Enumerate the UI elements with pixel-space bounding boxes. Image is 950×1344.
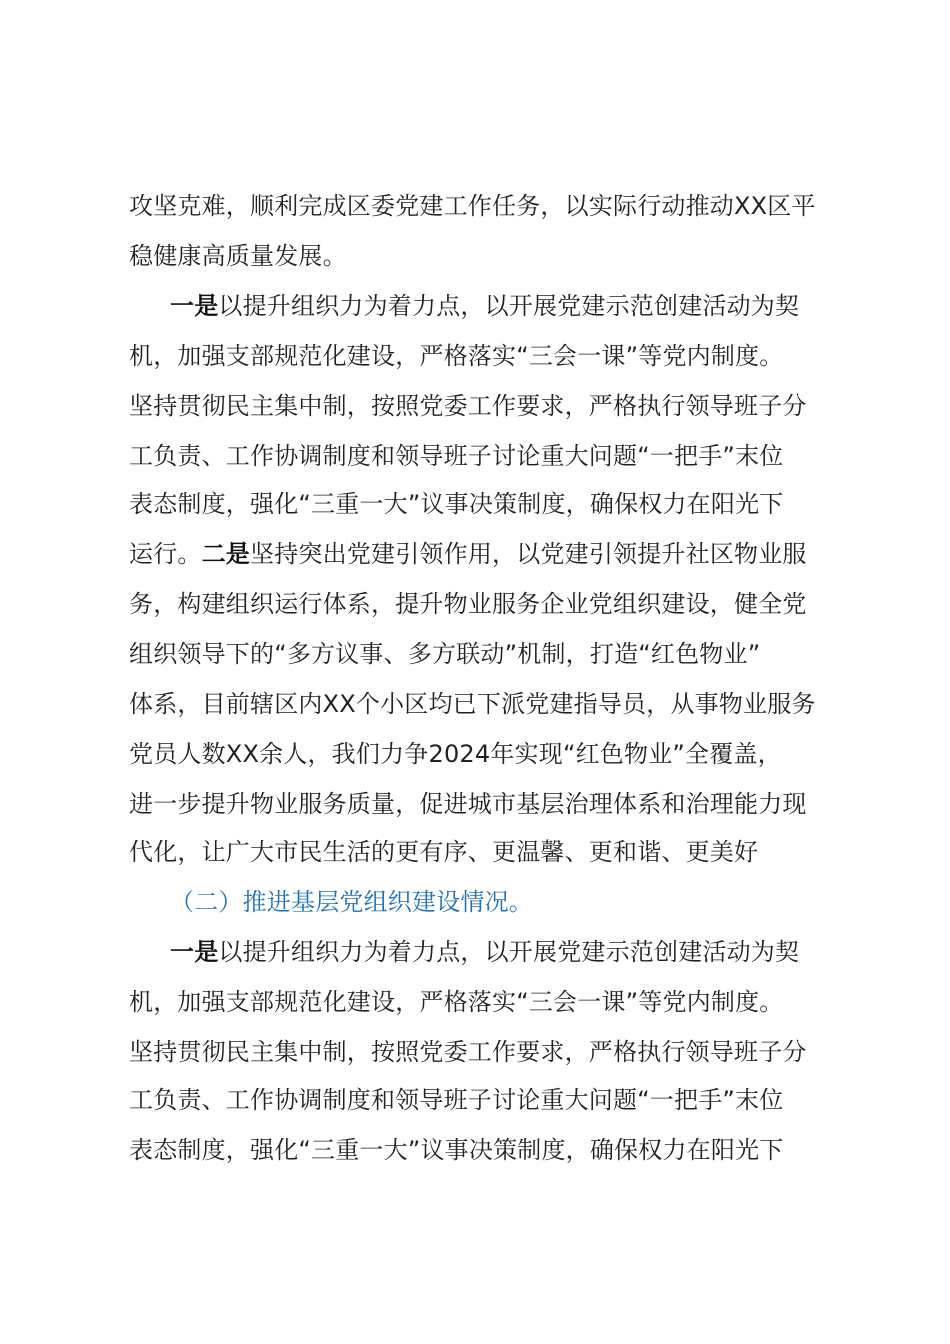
paragraph-first-line <box>170 286 950 326</box>
text-segment: 工负责、工作协调制度和领导班子讨论重大问题“一把手”末位 <box>129 1086 784 1114</box>
bold-lead: 一是 <box>170 938 219 966</box>
text-line <box>129 484 950 524</box>
text-segment: 坚持贯彻民主集中制，按照党委工作要求，严格执行领导班子分 <box>129 392 807 420</box>
text-line <box>129 832 950 872</box>
text-segment: 进一步提升物业服务质量，促进城市基层治理体系和治理能力现 <box>129 790 807 818</box>
text-segment: 组织领导下的“多方议事、多方联动”机制，打造“红色物业” <box>129 640 761 668</box>
text-line <box>129 982 950 1022</box>
text-line <box>129 584 950 624</box>
text-line <box>129 386 950 426</box>
text-segment: 机，加强支部规范化建设，严格落实“三会一课”等党内制度。 <box>129 988 784 1016</box>
text-segment: 攻坚克难，顺利完成区委党建工作任务，以实际行动推动XX区平 <box>129 192 816 220</box>
text-line <box>129 684 950 724</box>
text-segment: 务，构建组织运行体系，提升物业服务企业党组织建设，健全党 <box>129 590 807 618</box>
text-line <box>129 1130 950 1170</box>
bold-lead: 一是 <box>170 292 219 320</box>
text-line <box>129 236 950 276</box>
text-segment: 体系，目前辖区内XX个小区均已下派党建指导员，从事物业服务 <box>129 690 816 718</box>
text-line <box>129 534 950 574</box>
text-line <box>129 1080 950 1120</box>
bold-lead: 二是 <box>201 540 251 568</box>
text-line <box>129 734 950 774</box>
text-line <box>129 436 950 476</box>
text-line <box>129 634 950 674</box>
text-segment: 以提升组织力为着力点，以开展党建示范创建活动为契 <box>218 292 800 320</box>
text-segment: 坚持突出党建引领作用，以党建引领提升社区物业服 <box>250 540 807 568</box>
text-segment: 运行。 <box>129 540 202 568</box>
text-segment: 代化，让广大市民生活的更有序、更温馨、更和谐、更美好 <box>129 838 759 866</box>
text-line <box>129 186 950 226</box>
text-segment: 稳健康高质量发展。 <box>129 242 347 270</box>
text-segment: 坚持贯彻民主集中制，按照党委工作要求，严格执行领导班子分 <box>129 1038 807 1066</box>
text-segment: 工负责、工作协调制度和领导班子讨论重大问题“一把手”末位 <box>129 442 784 470</box>
text-segment: 以提升组织力为着力点，以开展党建示范创建活动为契 <box>218 938 800 966</box>
text-segment: 表态制度，强化“三重一大”议事决策制度，确保权力在阳光下 <box>129 1136 784 1164</box>
paragraph-first-line <box>170 932 950 972</box>
section-heading <box>170 882 950 922</box>
text-line <box>129 336 950 376</box>
text-segment: 党员人数XX余人，我们力争2024年实现“红色物业”全覆盖， <box>129 740 782 768</box>
text-segment: 表态制度，强化“三重一大”议事决策制度，确保权力在阳光下 <box>129 490 784 518</box>
text-line <box>129 784 950 824</box>
text-line <box>129 1032 950 1072</box>
heading-text: （二）推进基层党组织建设情况。 <box>170 888 533 916</box>
text-segment: 机，加强支部规范化建设，严格落实“三会一课”等党内制度。 <box>129 342 784 370</box>
